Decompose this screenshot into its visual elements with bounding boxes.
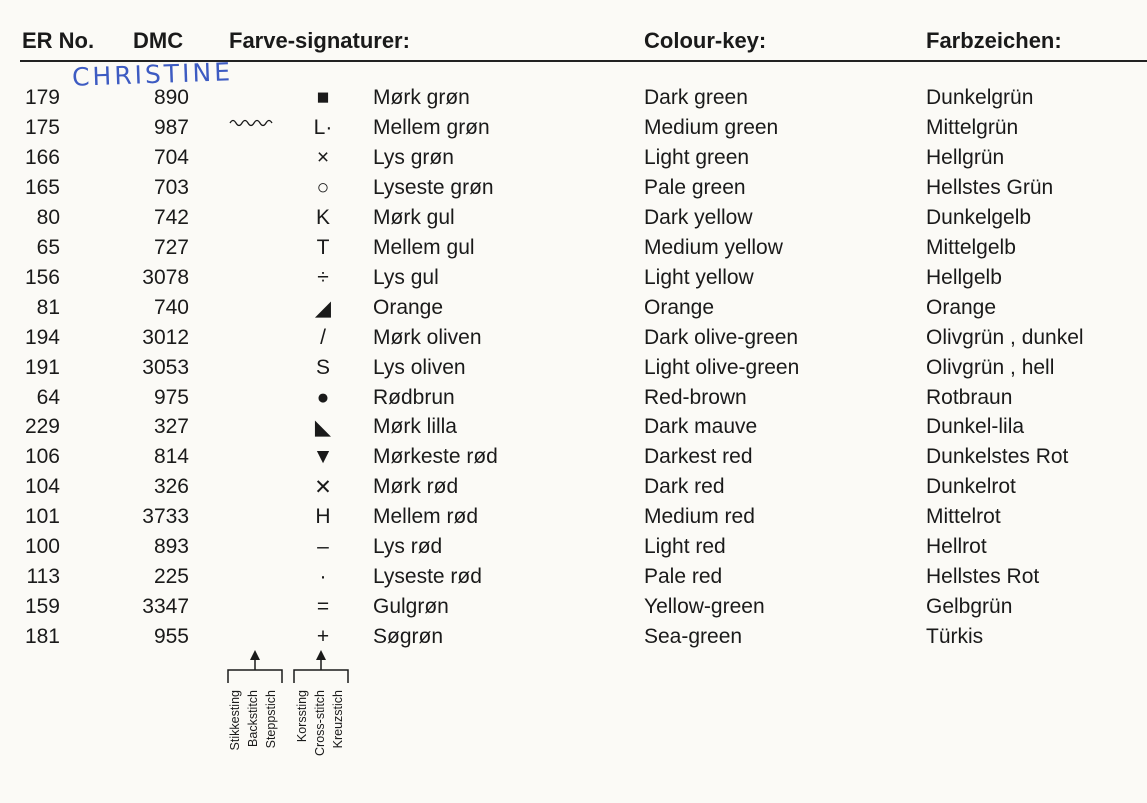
handwritten-name: CHRISTINE (71, 57, 234, 92)
danish-name: Orange (373, 295, 444, 319)
symbol: / (320, 325, 326, 349)
dmc-number: 3733 (142, 505, 189, 529)
header-dmc: DMC (133, 28, 184, 53)
danish-name: Lys gul (373, 265, 439, 289)
german-name: Mittelgelb (926, 235, 1016, 259)
table-row (0, 326, 1147, 356)
symbol: ◣ (314, 416, 332, 440)
symbol: ○ (316, 175, 330, 199)
danish-name: Mørk gul (373, 205, 455, 229)
english-name: Dark yellow (644, 205, 753, 229)
backstitch-wavy-line (228, 115, 278, 129)
table-row (0, 595, 1147, 625)
dmc-number: 3012 (142, 325, 189, 349)
dmc-number: 327 (153, 415, 189, 439)
english-name: Light green (644, 145, 750, 169)
english-name: Light olive-green (644, 355, 800, 379)
er-number: 194 (24, 325, 60, 349)
german-name: Hellrot (926, 535, 987, 559)
symbol: H (315, 505, 331, 529)
english-name: Medium yellow (644, 235, 783, 259)
symbol: + (316, 625, 330, 649)
danish-name: Lyseste grøn (373, 175, 494, 199)
german-name: Dunkelgrün (926, 86, 1034, 109)
english-name: Yellow-green (644, 595, 765, 619)
dmc-number: 703 (153, 175, 189, 199)
english-name: Red-brown (644, 385, 747, 409)
er-number: 106 (24, 445, 60, 469)
dmc-number: 740 (153, 295, 189, 319)
er-number: 229 (24, 415, 60, 439)
er-number: 179 (24, 86, 60, 109)
danish-name: Lys grøn (373, 145, 454, 169)
english-name: Dark olive-green (644, 325, 799, 349)
danish-name: Mørk oliven (373, 325, 482, 349)
table-row (0, 176, 1147, 206)
english-name: Pale green (644, 175, 746, 199)
danish-name: Søgrøn (373, 625, 444, 649)
er-number: 104 (24, 475, 60, 499)
symbol: ▼ (312, 445, 334, 469)
symbol: – (317, 535, 329, 559)
symbol: S (315, 355, 330, 379)
danish-name: Mørk grøn (373, 86, 470, 109)
english-name: Light yellow (644, 265, 754, 289)
table-row (0, 565, 1147, 595)
dmc-number: 975 (153, 385, 189, 409)
er-number: 159 (24, 595, 60, 619)
symbol: ÷ (317, 265, 329, 289)
backstitch-label-da: Stikkesting (228, 690, 242, 751)
table-row (0, 236, 1147, 266)
german-name: Dunkelgelb (926, 205, 1032, 229)
danish-name: Mellem rød (373, 505, 479, 529)
dmc-number: 704 (153, 145, 189, 169)
symbol: ● (316, 385, 330, 409)
table-row (0, 535, 1147, 565)
symbol: T (316, 235, 330, 259)
table-row (0, 505, 1147, 535)
danish-name: Mørkeste rød (373, 445, 498, 469)
danish-name: Lyseste rød (373, 565, 482, 589)
er-number: 181 (24, 625, 60, 649)
dmc-number: 814 (153, 445, 189, 469)
danish-name: Gulgrøn (373, 595, 449, 619)
table-row (0, 146, 1147, 176)
backstitch-label-en: Backstitch (246, 690, 260, 747)
german-name: Türkis (926, 625, 984, 649)
table-row (0, 356, 1147, 386)
er-number: 165 (24, 175, 60, 199)
english-name: Dark red (644, 475, 725, 499)
er-number: 81 (36, 295, 60, 319)
danish-name: Lys oliven (373, 355, 466, 379)
danish-name: Mellem grøn (373, 115, 490, 139)
english-name: Pale red (644, 565, 723, 589)
header-german: Farbzeichen: (926, 28, 1062, 53)
german-name: Olivgrün , dunkel (926, 325, 1084, 349)
table-row (0, 296, 1147, 326)
backstitch-label-de: Steppstich (264, 690, 278, 749)
er-number: 100 (24, 535, 60, 559)
danish-name: Mørk lilla (373, 415, 457, 439)
dmc-number: 890 (153, 86, 189, 109)
crossstitch-bracket-arrow (292, 648, 352, 684)
danish-name: Rødbrun (373, 385, 455, 409)
german-name: Dunkelstes Rot (926, 445, 1069, 469)
english-name: Darkest red (644, 445, 753, 469)
table-row (0, 206, 1147, 236)
english-name: Dark mauve (644, 415, 758, 439)
english-name: Orange (644, 295, 715, 319)
english-name: Medium green (644, 115, 779, 139)
symbol: ■ (316, 86, 330, 109)
er-number: 64 (36, 385, 60, 409)
backstitch-bracket-arrow (226, 648, 286, 684)
header-er-no: ER No. (22, 28, 95, 53)
dmc-number: 987 (153, 115, 189, 139)
english-name: Medium red (644, 505, 755, 529)
english-name: Light red (644, 535, 726, 559)
dmc-number: 3078 (142, 265, 189, 289)
symbol: × (316, 145, 330, 169)
table-row (0, 86, 1147, 116)
dmc-number: 955 (153, 625, 189, 649)
german-name: Dunkelrot (926, 475, 1016, 499)
german-name: Hellgelb (926, 265, 1002, 289)
german-name: Rotbraun (926, 385, 1013, 409)
table-row (0, 386, 1147, 416)
table-row (0, 445, 1147, 475)
dmc-number: 727 (153, 235, 189, 259)
crossstitch-label-de: Kreuzstich (331, 690, 345, 749)
table-row (0, 625, 1147, 655)
er-number: 191 (24, 355, 60, 379)
crossstitch-label-en: Cross-stitch (313, 690, 327, 756)
dmc-number: 326 (153, 475, 189, 499)
german-name: Hellstes Grün (926, 175, 1054, 199)
danish-name: Mørk rød (373, 475, 459, 499)
german-name: Hellgrün (926, 145, 1005, 169)
english-name: Sea-green (644, 625, 743, 649)
er-number: 166 (24, 145, 60, 169)
danish-name: Mellem gul (373, 235, 475, 259)
german-name: Gelbgrün (926, 595, 1013, 619)
english-name: Dark green (644, 86, 748, 109)
dmc-number: 225 (153, 565, 189, 589)
german-name: Orange (926, 295, 997, 319)
crossstitch-label-da: Korssting (295, 690, 309, 743)
table-row (0, 415, 1147, 445)
danish-name: Lys rød (373, 535, 443, 559)
symbol: · (319, 565, 327, 589)
german-name: Hellstes Rot (926, 565, 1040, 589)
german-name: Dunkel-lila (926, 415, 1025, 439)
symbol: ✕ (314, 476, 332, 500)
er-number: 156 (24, 265, 60, 289)
er-number: 80 (36, 205, 60, 229)
dmc-number: 3347 (142, 595, 189, 619)
header-english: Colour-key: (644, 28, 767, 53)
symbol: K (315, 205, 330, 229)
dmc-number: 3053 (142, 355, 189, 379)
er-number: 101 (24, 505, 60, 529)
symbol: ◢ (314, 296, 332, 320)
table-row (0, 116, 1147, 146)
table-row (0, 475, 1147, 505)
german-name: Olivgrün , hell (926, 355, 1055, 379)
dmc-number: 893 (153, 535, 189, 559)
symbol: L· (313, 115, 333, 139)
er-number: 175 (24, 115, 60, 139)
dmc-number: 742 (153, 205, 189, 229)
er-number: 113 (26, 565, 60, 589)
symbol: = (316, 595, 330, 619)
table-row (0, 266, 1147, 296)
header-danish: Farve-signaturer: (229, 28, 410, 53)
german-name: Mittelgrün (926, 115, 1019, 139)
german-name: Mittelrot (926, 505, 1001, 529)
er-number: 65 (36, 235, 60, 259)
